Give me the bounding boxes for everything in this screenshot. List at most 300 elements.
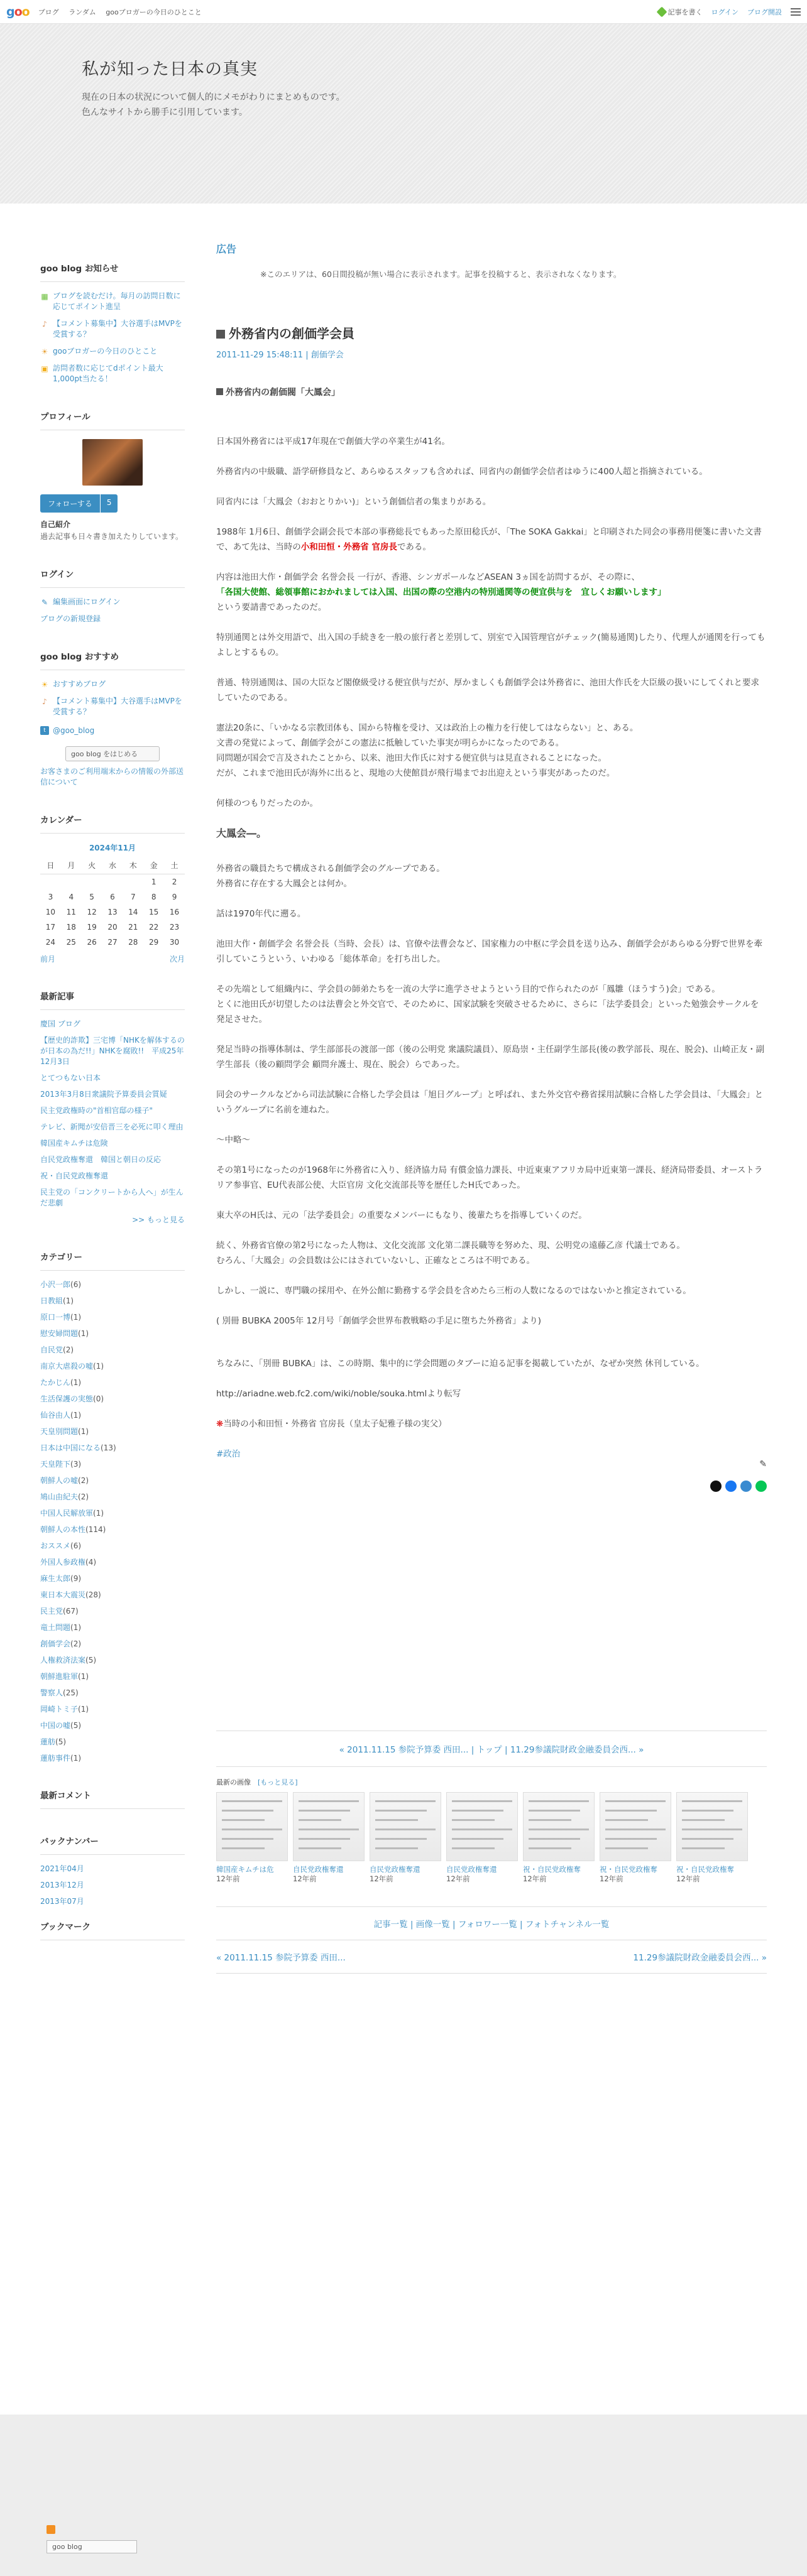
ad-label: 広告 (216, 243, 237, 255)
category-link[interactable]: 生活保護の実態 (40, 1394, 94, 1403)
next-post-link[interactable]: 11.29参議院財政金融委員会西... » (510, 1745, 644, 1755)
post-paragraph: 1988年 1月6日、創価学会副会長で本部の事務総長でもあった原田稔氏が、「The SOKA Gakkai」と印刷された同会の事務用便箋に書いた文書で、あて先は、当時の小和田恒・外務省 官房長である。 (216, 527, 762, 552)
category-item[interactable] (40, 1688, 185, 1698)
notice-item[interactable]: ♪ 【コメント募集中】大谷選手はMVPを受賞する？ (40, 318, 185, 340)
recent-post-link[interactable]: 民主党政権時の"首相官邸の様子" (40, 1106, 153, 1115)
category-link[interactable]: 蓮舫 (40, 1737, 56, 1746)
paren: ( (70, 1754, 74, 1763)
goo-blog-badge[interactable]: goo blog (47, 2540, 137, 2553)
post-paragraph: 外務省内の中級職、語学研修員など、あらゆるスタッフも含めれば、同省内の創価学会信者はゆうに400人超と指摘されている。 (216, 467, 708, 477)
recent-post-link[interactable]: 2013年3月8日衆議院予算委員会質疑 (40, 1090, 167, 1099)
paren: ) (78, 1639, 82, 1648)
paren: ( (70, 1280, 74, 1289)
category-item[interactable] (40, 1590, 185, 1600)
recent-image-date: 12年前 (676, 1874, 700, 1883)
calendar-day: 6 (110, 893, 115, 901)
paren: ) (75, 1688, 79, 1697)
category-count: 1 (73, 1313, 79, 1322)
post-paragraph: 東大卒のH氏は、元の「法学委員会」の重要なメンバーにもなり、後輩たちを指導していくのだ。 (216, 1210, 587, 1220)
top-right (658, 7, 801, 17)
top-nav (38, 7, 209, 17)
recent-image-date: 12年前 (600, 1874, 623, 1883)
bullet-icon: ❋ (216, 1419, 224, 1429)
category-link[interactable]: 警察人 (40, 1688, 63, 1697)
recent-images-more[interactable]: [もっと見る] (258, 1778, 298, 1786)
post-paragraph: 発足当時の指導体制は、学生部部長の渡部一郎（後の公明党 衆議院議員）、原島崇・主任副学生部長(後の教学部長、現在、脱会)、山崎正友・副学生部長（後の顧問学会 顧問弁護士、現在、脱会）らであった。 (216, 1045, 765, 1070)
recent-post-link[interactable]: とてつもない日本 (40, 1073, 101, 1082)
category-link[interactable]: 小沢一郎 (40, 1280, 71, 1289)
calendar-day: 14 (128, 908, 138, 916)
post-date: 2011-11-29 15:48:11 (216, 351, 304, 360)
recent-images (216, 1792, 767, 1884)
recommend-item[interactable]: ☀ おすすめブログ (41, 680, 106, 689)
calendar-day: 24 (45, 938, 56, 947)
calendar-title: カレンダー (40, 813, 185, 834)
calendar-day: 21 (128, 923, 138, 932)
follower-list-link[interactable]: フォロワー一覧 (458, 1920, 517, 1930)
category-item[interactable] (40, 1427, 185, 1437)
notice-item[interactable]: ▦ ブログを読むだけ。毎月の訪問日数に応じてポイント進呈 (41, 291, 181, 311)
comment-icon: ♪ (42, 320, 47, 329)
category-link[interactable]: 東日本大震災 (40, 1590, 86, 1599)
recent-image-date: 12年前 (446, 1874, 470, 1883)
category-item[interactable] (40, 1394, 185, 1404)
paren: ) (93, 1558, 97, 1567)
category-count: 5 (58, 1737, 63, 1746)
category-item[interactable] (40, 1720, 185, 1731)
recent-image-item[interactable] (523, 1792, 595, 1884)
blog-desc-2: 色んなサイトから勝手に引用しています。 (82, 107, 248, 117)
recent-post-item[interactable] (40, 1019, 185, 1030)
source-url: http://ariadne.web.fc2.com/wiki/noble/souka.htmlより転写 (216, 1389, 461, 1399)
image-list-link[interactable]: 画像一覧 (415, 1920, 450, 1930)
ad-note: ※ このエリアは、60日間投稿が無い場合に表示されます。記事を投稿すると、表示されなくなります。 (216, 268, 767, 280)
paren: ) (113, 1443, 116, 1452)
category-link[interactable]: 日本は中国になる (40, 1443, 101, 1452)
write-article-button[interactable]: 記事を書く (658, 7, 703, 17)
calendar-day: 8 (151, 893, 156, 901)
recent-image-thumbnail[interactable] (676, 1792, 748, 1861)
category-item[interactable] (40, 1753, 185, 1763)
recent-post-item[interactable] (40, 1138, 185, 1149)
weekday: 日 (47, 861, 55, 870)
category-link[interactable]: 朝鮮人の嘘 (40, 1476, 79, 1485)
recent-post-link[interactable]: 【歴史的詐欺】三宅博「NHKを解体するのが日本の為だ!!」NHKを腐敗!! 平成25年12月3日 (40, 1036, 185, 1066)
paren: ( (70, 1574, 74, 1583)
backnumber-section (40, 1834, 185, 1907)
post-paragraph: 池田大作・創価学会 名誉会長（当時、会長）は、官僚や法曹会など、国家権力の中枢に学会員を送り込み、創価学会があらゆる分野で世界を牽引していこうという、いわゆる「総体革命」を打ち出した。 (216, 939, 763, 964)
paren: ) (78, 1721, 82, 1730)
category-item[interactable] (40, 1655, 185, 1665)
recent-image-item[interactable] (370, 1792, 441, 1884)
blog-title[interactable]: 私が知った日本の真実 (82, 60, 258, 79)
calendar-day: 26 (87, 938, 97, 947)
recent-post-link[interactable]: 慶国 ブログ (40, 1019, 80, 1028)
login-item[interactable]: ✎ 編集画面にログイン (41, 597, 121, 607)
post-paragraph: 話は1970年代に遡る。 (216, 909, 306, 919)
calendar-section (40, 813, 185, 964)
category-link[interactable]: 朝鮮進駐軍 (40, 1672, 79, 1681)
post-blue-heading: 大鳳会―。 (216, 827, 267, 839)
recent-image-item[interactable] (446, 1792, 518, 1884)
pager-next[interactable]: 11.29参議院財政金融委員会西... » (633, 1953, 767, 1963)
paren: ) (85, 1427, 89, 1436)
paren: ( (70, 1460, 74, 1469)
paren: ) (85, 1492, 89, 1501)
recent-post-item[interactable] (40, 1035, 185, 1067)
calendar-day: 30 (169, 938, 180, 947)
paren: ( (70, 1378, 74, 1387)
post-paragraph: 同会のサークルなどから司法試験に合格した学会員は「旭日グループ」と呼ばれ、また外交官や務省採用試験に合格した学会員は、「大鳳会」というグループに名前を連ねた。 (216, 1090, 764, 1115)
category-item[interactable] (40, 1459, 185, 1469)
calendar-day: 11 (66, 908, 76, 916)
recent-image-thumbnail[interactable] (370, 1792, 441, 1861)
top-link[interactable]: トップ (476, 1745, 502, 1755)
category-link[interactable]: 民主党 (40, 1607, 63, 1616)
recent-post-item[interactable] (40, 1106, 185, 1116)
calendar-day: 4 (69, 893, 74, 901)
post-paragraph: 憲法20条に、「いかなる宗教団体も、国から特権を受け、又は政治上の権力を行使してはならない」と、ある。 文書の発覚によって、創価学会がこの憲法に抵触していた事実が明らかになったのである。 同問題が国会で言及されたことから、以来、池田大作氏に対する便宜供与は見直されることになった。 だが、これまで池田氏が海外に出ると、現地の大使館員が飛行場までお出迎えという事実があったのだ。 (216, 723, 639, 778)
self-intro: 過去記事も日々書き加えたりしています。 (40, 532, 184, 541)
profile-section (40, 410, 185, 542)
calendar-day: 9 (172, 893, 177, 901)
paren: ) (78, 1313, 82, 1322)
category-item[interactable] (40, 1378, 185, 1388)
category-link[interactable]: 蓮舫事件 (40, 1754, 71, 1763)
post-paragraph: ( 別冊 BUBKA 2005年 12月号「創価学会世界布教戦略の手足に堕ちた外務省」より) (216, 1316, 541, 1326)
paren: ( (78, 1329, 81, 1338)
paren: ) (70, 1345, 74, 1354)
weekday: 火 (88, 861, 96, 870)
category-link[interactable]: 創価学会 (40, 1639, 71, 1648)
post-paragraph: 続く、外務省官僚の第2号になった人物は、文化交流部 文化第二課長職等を努めた、現、公明党の遠藤乙彦 代議士である。 むろん、「大鳳会」の会員数は公にはされていないし、正確なところは不明である。 (216, 1241, 685, 1266)
category-link[interactable]: 自民党 (40, 1345, 63, 1354)
calendar-day: 10 (45, 908, 56, 916)
calendar-next[interactable]: 次月 (169, 955, 185, 964)
facebook-share-icon[interactable] (725, 1481, 737, 1492)
category-link[interactable]: 竜土問題 (40, 1623, 71, 1632)
comment-icon: ♪ (42, 697, 47, 706)
photo-channel-link[interactable]: フォトチャンネル一覧 (525, 1920, 610, 1930)
recent-image-date: 12年前 (523, 1874, 547, 1883)
category-link[interactable]: 天皇別問題 (40, 1427, 79, 1436)
hatena-share-icon[interactable] (740, 1481, 752, 1492)
paren: ) (85, 1476, 89, 1485)
recent-post-item[interactable] (40, 1155, 185, 1165)
share-buttons (216, 1481, 767, 1492)
calendar-day: 29 (149, 938, 159, 947)
category-link[interactable]: 仙谷由人 (40, 1411, 71, 1420)
blog-register-link[interactable]: ブログ開設 (747, 8, 782, 16)
category-link[interactable]: 日教組 (40, 1296, 63, 1305)
calendar-day: 16 (169, 908, 180, 916)
paren: ( (78, 1427, 81, 1436)
category-link[interactable]: 天皇陛下 (40, 1460, 71, 1469)
login-item[interactable]: ブログの新規登録 (40, 614, 101, 623)
category-item[interactable] (40, 1508, 185, 1518)
comment-section (40, 1788, 185, 1809)
paren: ( (78, 1705, 81, 1714)
paren: ) (78, 1754, 82, 1763)
post-paragraph: 何様のつもりだったのか。 (216, 798, 318, 808)
category-count: 1 (80, 1329, 86, 1338)
info-transmission-link[interactable]: お客さまのご利用端末からの情報の外部送信について (40, 767, 184, 786)
recent-post-item[interactable] (40, 1073, 185, 1084)
login-link[interactable]: ログイン (711, 8, 738, 16)
category-link[interactable]: 外国人参政権 (40, 1558, 86, 1567)
category-link[interactable]: 岡崎トミ子 (40, 1705, 79, 1714)
paren: ( (78, 1672, 81, 1681)
recent-post-link[interactable]: テレビ、新聞が安倍晋三を必死に叩く理由 (40, 1122, 184, 1131)
category-link[interactable]: 朝鮮人の本性 (40, 1525, 86, 1534)
backnumber-item[interactable]: 2013年07月 (40, 1897, 84, 1906)
category-count: 2 (80, 1476, 86, 1485)
recent-image-caption[interactable]: 祝・自民党政権奪 (523, 1865, 581, 1874)
rss-icon[interactable] (47, 2525, 55, 2534)
menu-icon[interactable] (791, 8, 801, 16)
paren: ( (85, 1558, 89, 1567)
calendar-day: 27 (107, 938, 118, 947)
follow-count: 5 (100, 494, 118, 513)
point-icon: ▣ (41, 364, 48, 373)
paren: ) (78, 1378, 82, 1387)
category-count: 13 (103, 1443, 113, 1452)
calendar-month: 2024年11月 (89, 844, 136, 852)
category-link[interactable]: 麻生太郎 (40, 1574, 71, 1583)
paren: ) (78, 1574, 82, 1583)
edit-row (216, 1459, 767, 1472)
calendar-day: 17 (45, 923, 56, 932)
paren: ) (78, 1280, 82, 1289)
bookmark-title: ブックマーク (40, 1920, 185, 1940)
nav-blog[interactable]: ブログ (38, 8, 59, 16)
recent-image-item[interactable] (216, 1792, 288, 1884)
category-count: 2 (65, 1345, 71, 1354)
category-item[interactable] (40, 1329, 185, 1339)
recent-image-item[interactable] (600, 1792, 671, 1884)
pen-icon (656, 6, 667, 17)
category-count: 4 (88, 1558, 94, 1567)
category-item[interactable] (40, 1475, 185, 1486)
category-count: 1 (80, 1427, 86, 1436)
category-link[interactable]: 人権救済法案 (40, 1656, 86, 1665)
bookmark-section (40, 1920, 185, 1940)
category-count: 5 (88, 1656, 94, 1665)
category-count: 67 (65, 1607, 75, 1616)
more-link[interactable]: >> もっと見る (132, 1215, 185, 1224)
category-count: 5 (73, 1721, 79, 1730)
calendar-prev[interactable]: 前月 (40, 955, 56, 964)
post-paragraph: 特別通関とは外交用語で、出入国の手続きを一般の旅行者と差別して、別室で入国管理官がチェック(簡易通関)したり、代理人が通関を行ってもよしとするもの。 (216, 633, 766, 658)
recent-image-date: 12年前 (293, 1874, 317, 1883)
paren: ( (70, 1541, 74, 1550)
top-bar (0, 0, 807, 24)
category-item[interactable] (40, 1345, 185, 1355)
category-link[interactable]: 中国人民解放軍 (40, 1509, 94, 1518)
nav-random[interactable]: ランダム (69, 8, 96, 16)
category-link[interactable]: 原口一博 (40, 1313, 71, 1322)
calendar-day: 18 (66, 923, 76, 932)
recent-image-caption[interactable]: 祝・自民党政権奪 (676, 1865, 734, 1874)
notice-item[interactable]: ▣ 訪問者数に応じてdポイント最大1,000pt当たる！ (41, 364, 163, 383)
paren: ) (93, 1656, 97, 1665)
recent-image-thumbnail[interactable] (216, 1792, 288, 1861)
category-count: 1 (96, 1362, 101, 1371)
category-item[interactable] (40, 1280, 185, 1290)
category-item[interactable] (40, 1296, 185, 1306)
category-item[interactable] (40, 1737, 185, 1747)
profile-image[interactable] (82, 439, 143, 486)
recent-post-item[interactable] (40, 1089, 185, 1100)
paren: ) (101, 1394, 104, 1403)
category-item[interactable] (40, 1573, 185, 1584)
recent-image-caption[interactable]: 祝・自民党政権奪 (600, 1865, 657, 1874)
category-item[interactable] (40, 1606, 185, 1616)
category-item[interactable] (40, 1524, 185, 1535)
recent-image-caption[interactable]: 韓国産キムチは危 (216, 1865, 274, 1874)
category-link[interactable]: たかじん (40, 1378, 71, 1387)
category-item[interactable] (40, 1704, 185, 1714)
category-link[interactable]: 中国の嘘 (40, 1721, 71, 1730)
calendar-day: 23 (169, 923, 180, 932)
line-share-icon[interactable] (755, 1481, 767, 1492)
notice-item[interactable]: ☀ gooブロガーの今日のひとこと (41, 347, 158, 356)
category-item[interactable] (40, 1671, 185, 1682)
nav-hitokoto[interactable]: gooブロガーの今日のひとこと (106, 8, 202, 16)
recent-post-link[interactable]: 自民党政権奪還 韓国と朝日の反応 (40, 1155, 162, 1164)
recent-post-link[interactable]: 民主党の「コンクリートから人へ」が生んだ悲劇 (40, 1188, 184, 1207)
recent-post-item[interactable] (40, 1122, 185, 1133)
calendar-day: 5 (89, 893, 94, 901)
calendar-day (40, 874, 61, 890)
recent-image-caption[interactable]: 自民党政権奪還 (293, 1865, 344, 1874)
paren: ( (63, 1296, 66, 1305)
recent-image-item[interactable] (293, 1792, 365, 1884)
pager-prev[interactable]: « 2011.11.15 参院予算委 西田... (216, 1953, 346, 1963)
backnumber-item[interactable]: 2021年04月 (40, 1864, 84, 1873)
calendar-day (102, 874, 123, 890)
category-item[interactable] (40, 1639, 185, 1649)
category-section (40, 1250, 185, 1763)
category-count: 2 (80, 1492, 86, 1501)
weekday: 木 (129, 861, 137, 870)
post-body (216, 385, 767, 1432)
category-count: 3 (73, 1460, 79, 1469)
recent-post-link[interactable]: 韓国産キムチは危険 (40, 1139, 108, 1148)
weekday: 土 (170, 861, 178, 870)
recent-post-link[interactable]: 祝・自民党政権奪還 (40, 1171, 109, 1180)
prev-post-link[interactable]: « 2011.11.15 参院予算委 西田... (339, 1745, 469, 1755)
recent-post-item[interactable] (40, 1171, 185, 1182)
recommend-title: goo blog おすすめ (40, 649, 185, 670)
backnumber-item[interactable]: 2013年12月 (40, 1881, 84, 1889)
recent-image-caption[interactable]: 自民党政権奪還 (446, 1865, 497, 1874)
category-item[interactable] (40, 1541, 185, 1551)
category-count: 114 (88, 1525, 103, 1534)
category-item[interactable] (40, 1361, 185, 1371)
category-item[interactable] (40, 1410, 185, 1420)
category-count: 6 (73, 1280, 79, 1289)
paren: ( (93, 1509, 96, 1518)
gift-icon: ▦ (41, 292, 48, 301)
highlight-red: 小和田恒・外務省 官房長 (300, 542, 397, 552)
category-count: 0 (96, 1394, 101, 1403)
category-count: 9 (73, 1574, 79, 1583)
paren: ( (85, 1590, 89, 1599)
recent-image-thumbnail[interactable] (523, 1792, 595, 1861)
category-count: 1 (73, 1378, 79, 1387)
category-item[interactable] (40, 1622, 185, 1633)
category-count: 1 (80, 1672, 86, 1681)
goo-logo[interactable]: goo (6, 4, 30, 19)
recent-image-thumbnail[interactable] (446, 1792, 518, 1861)
recent-image-caption[interactable]: 自民党政権奪還 (370, 1865, 420, 1874)
category-item[interactable] (40, 1557, 185, 1567)
category-item[interactable] (40, 1312, 185, 1322)
paren: ) (75, 1607, 79, 1616)
login-title: ログイン (40, 567, 185, 588)
recent-post-item[interactable] (40, 1187, 185, 1209)
recent-image-thumbnail[interactable] (293, 1792, 365, 1861)
category-link[interactable]: 南京大虐殺の嘘 (40, 1362, 94, 1371)
recent-image-item[interactable] (676, 1792, 748, 1884)
highlight-green: 「各国大使館、総領事館におかれましては入国、出国の際の空港内の特別通関等の便宜供与を 宜しくお願いします」 (216, 587, 666, 597)
follow-button[interactable]: フォローする 5 (40, 494, 185, 513)
recent-image-thumbnail[interactable] (600, 1792, 671, 1861)
category-title: カテゴリー (40, 1250, 185, 1271)
profile-title: プロフィール (40, 410, 185, 430)
recommend-item[interactable]: ♪ 【コメント募集中】大谷選手はMVPを受賞する？ (40, 696, 185, 717)
category-link[interactable]: 鳩山由紀夫 (40, 1492, 79, 1501)
calendar-day: 12 (87, 908, 97, 916)
calendar-day (61, 874, 82, 890)
category-item[interactable] (40, 1492, 185, 1502)
backnumber-title: バックナンバー (40, 1834, 185, 1855)
category-link[interactable]: 慰安婦問題 (40, 1329, 79, 1338)
twitter-link[interactable]: t @goo_blog (40, 726, 185, 735)
paren: ( (85, 1525, 89, 1534)
category-count: 25 (65, 1688, 75, 1697)
post-paragraph: 日本国外務省には平成17年現在で創価大学の卒業生が41名。 (216, 437, 450, 447)
recent-section (40, 989, 185, 1225)
weekday: 水 (108, 861, 116, 870)
recommend-section (40, 649, 185, 788)
x-share-icon[interactable] (710, 1481, 722, 1492)
category-count: 1 (96, 1509, 101, 1518)
edit-pencil-icon[interactable]: ✎ (759, 1459, 767, 1469)
category-item[interactable] (40, 1443, 185, 1453)
category-link[interactable]: おススメ (40, 1541, 71, 1550)
hashtag[interactable]: #政治 (216, 1449, 241, 1459)
recent-title: 最新記事 (40, 989, 185, 1010)
calendar-day: 28 (128, 938, 138, 947)
weekday: 月 (67, 861, 75, 870)
paren: ) (97, 1590, 101, 1599)
calendar-day: 20 (107, 923, 118, 932)
paren: ( (63, 1688, 66, 1697)
goo-blog-start-badge[interactable]: goo blog をはじめる (65, 746, 160, 761)
calendar-day: 19 (87, 923, 97, 932)
category-count: 1 (73, 1623, 79, 1632)
twitter-icon: t (40, 726, 49, 735)
post-category[interactable]: 創価学会 (310, 351, 344, 360)
paren: ( (70, 1623, 74, 1632)
post-paragraph: 普通、特別通関は、国の大臣など閣僚級受ける便宜供与だが、厚かましくも創価学会は外務省に、池田大作氏を大臣級の扱いにしてくれと要求していたのである。 (216, 678, 759, 703)
article-list-link[interactable]: 記事一覧 (373, 1920, 408, 1930)
post-title[interactable]: 外務省内の創価学会員 (216, 323, 767, 342)
paren: ( (55, 1737, 58, 1746)
calendar-day (82, 874, 102, 890)
